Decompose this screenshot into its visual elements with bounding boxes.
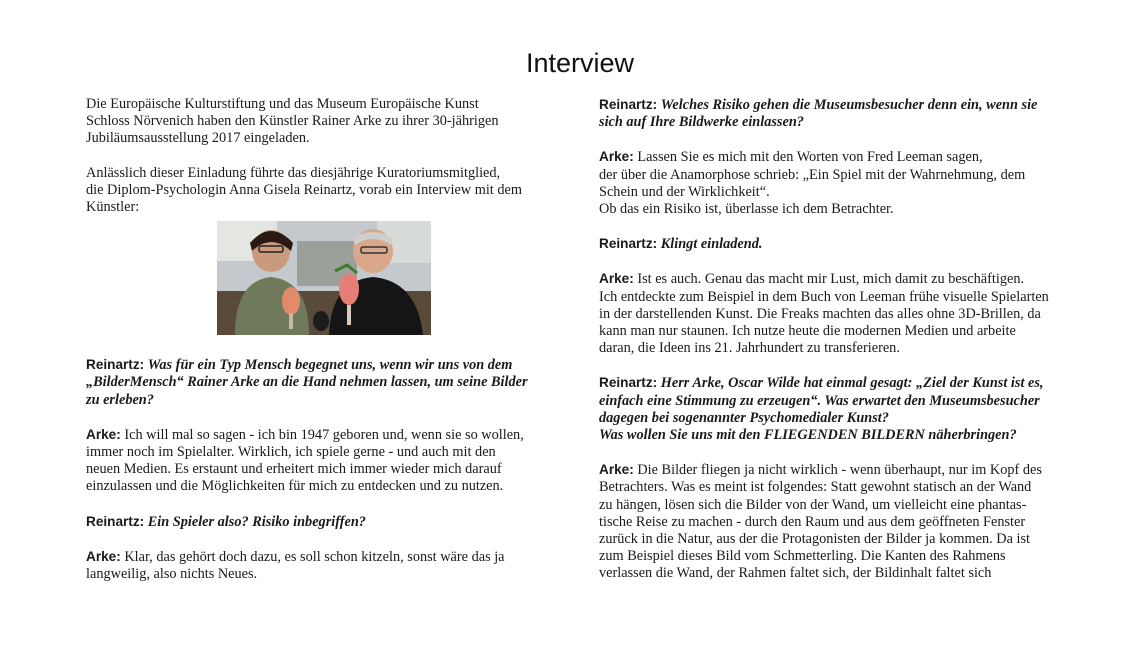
qa-paragraph xyxy=(599,374,1083,444)
qa-paragraph xyxy=(599,148,1083,218)
qa-paragraph xyxy=(86,513,564,531)
qa-paragraph xyxy=(599,461,1083,582)
question-text: Ein Spieler also? Risiko inbegriffen? xyxy=(147,513,366,530)
qa-paragraph xyxy=(599,270,1083,357)
speaker-label: Arke: xyxy=(86,548,121,564)
speaker-label: Arke: xyxy=(599,149,634,165)
speaker-label: Reinartz: xyxy=(599,236,658,252)
speaker-label: Reinartz: xyxy=(86,357,145,373)
intro-paragraph: Anlässlich dieser Einladung führte das diesjährige Kuratoriumsmitglied, die Diplom-Psychologin Anna Gisela Reinartz, vorab ein Interview mit dem Künstler: xyxy=(86,164,522,216)
interview-photo xyxy=(217,221,431,335)
photo-container xyxy=(86,221,564,337)
qa-paragraph xyxy=(599,235,1083,253)
answer-text: Klar, das gehört doch dazu, es soll schon kitzeln, sonst wäre das ja langweilig, also nichts Neues. xyxy=(86,548,505,583)
page-title: Interview xyxy=(525,48,635,78)
qa-paragraph xyxy=(86,426,564,496)
qa-paragraph xyxy=(86,356,564,409)
answer-text: Ich will mal so sagen - ich bin 1947 geboren und, wenn sie so wollen, immer noch im Spielalter. Wirklich, ich spiele gerne - und auch mit den neuen Medien. Es erstaunt und erheitert mich immer wieder mich darauf einzulassen und die Möglichkeiten für mich zu entdecken und zu nutzen. xyxy=(86,426,524,495)
qa-paragraph xyxy=(86,548,564,583)
speaker-label: Reinartz: xyxy=(86,513,145,529)
answer-text: Die Bilder fliegen ja nicht wirklich - wenn überhaupt, nur im Kopf des Betrachters. Was es meint ist folgendes: Statt gewohnt statisch an der Wand zu hängen, lösen sich die Bilder von der Wand, um vielleicht eine phantas- tische Reise zu machen - durch den Raum und aus dem geöffneten Fenster zurück in die Natur, aus der die Protagonisten der Bilder ja kommen. Da ist zum Beispiel dieses Bild vom Schmetterling. Die Kanten des Rahmens verlassen die Wand, der Rahmen faltet sich, der Bildinhalt faltet sich xyxy=(599,462,1042,582)
question-text: Herr Arke, Oscar Wilde hat einmal gesagt: „Ziel der Kunst ist es, einfach eine Stimmung zu erzeugen“. Was erwartet den Museumsbesucher dagegen bei sogenannter Psychomedialer Kunst? Was wollen Sie uns mit den FLIEGENDEN BILDERN näherbringen? xyxy=(599,375,1044,444)
right-column xyxy=(599,96,1083,600)
answer-text: Ist es auch. Genau das macht mir Lust, mich damit zu beschäftigen. Ich entdeckte zum Beispiel in dem Buch von Leeman frühe visuelle Spielarten in der darstellenden Kunst. Die Freaks machten das alles ohne 3D-Brillen, da kann man nur staunen. Ich nutze heute die modernen Medien und arbeite daran, die Ideen ins 21. Jahrhundert zu transferieren. xyxy=(599,271,1049,357)
speaker-label: Reinartz: xyxy=(599,375,658,391)
qa-paragraph xyxy=(599,96,1083,131)
answer-text: Lassen Sie es mich mit den Worten von Fred Leeman sagen, der über die Anamorphose schrieb: „Ein Spiel mit der Wahrnehmung, dem Schein und der Wirklichkeit“. Ob das ein Risiko ist, überlasse ich dem Betrachter. xyxy=(599,149,1026,218)
intro-paragraph: Die Europäische Kulturstiftung und das Museum Europäische Kunst Schloss Nörvenich haben den Künstler Rainer Arke zu ihrer 30-jährigen Jubiläumsausstellung 2017 eingeladen. xyxy=(86,96,499,147)
speaker-label: Reinartz: xyxy=(599,97,658,112)
speaker-label: Arke: xyxy=(599,462,634,478)
question-text: Was für ein Typ Mensch begegnet uns, wenn wir uns von dem „BilderMensch“ Rainer Arke an die Hand nehmen lassen, um seine Bilder zu erleben? xyxy=(86,357,528,408)
question-text: Klingt einladend. xyxy=(660,236,763,253)
speaker-label: Arke: xyxy=(86,426,121,442)
question-text: Welches Risiko gehen die Museumsbesucher denn ein, wenn sie sich auf Ihre Bildwerke einlassen? xyxy=(599,97,1038,131)
left-column xyxy=(86,96,564,600)
speaker-label: Arke: xyxy=(599,271,634,287)
